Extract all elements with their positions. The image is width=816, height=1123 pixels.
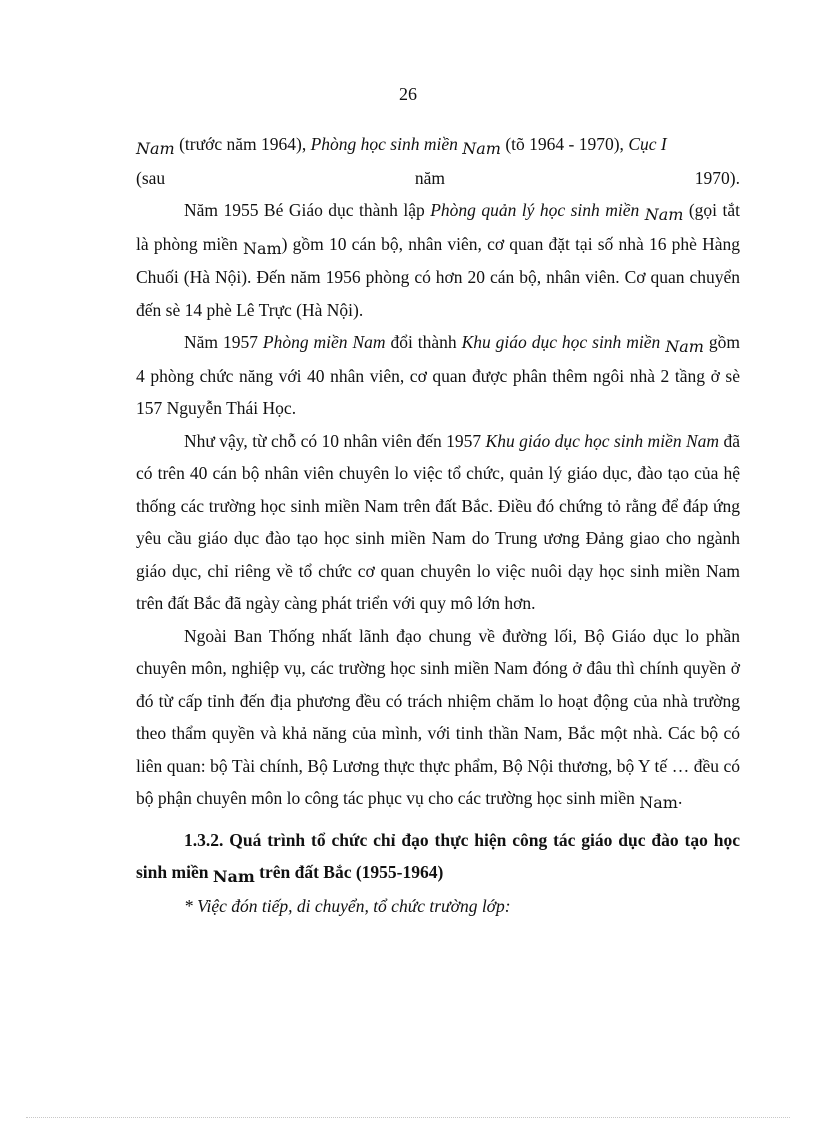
paragraph-3 <box>136 326 740 425</box>
text: Năm 1955 Bé Giáo dục thành lập <box>184 200 431 220</box>
italic-text: Phòng học sinh miền <box>310 134 458 154</box>
text: . <box>677 788 683 808</box>
text: đã có trên 40 cán bộ nhân viên chuyên lo việc tổ chức, quản lý giáo dục, đào tạo của hệ thống các trường học sinh miền Nam trên đất Bắc. Điều đó chứng tỏ rằng để đáp ứng yêu cầu giáo dục đào tạo học sinh miền Nam do Trung ương Đảng giao cho ngành giáo dục, chỉ riêng về tổ chức cơ quan chuyên lo việc nuôi dạy học sinh miền Nam trên đất Bắc đã ngày càng phát triển với quy mô lớn hơn. <box>136 430 740 613</box>
word-nam: Nam <box>212 867 255 886</box>
text: (trước năm 1964), <box>174 134 311 154</box>
text: Ngoài Ban Thống nhất lãnh đạo chung về đường lối, Bộ Giáo dục lo phần chuyên môn, nghiệp vụ, các trường học sinh miền Nam đóng ở đâu thì chính quyền ở đó từ cấp tỉnh đến địa phương đều có trách nhiệm chăm lo hoạt động của nhà trường theo thẩm quyền và khả năng của mình, với tinh thần Nam, Bắc một nhà. Các bộ có liên quan: bộ Tài chính, Bộ Lương thực thực phẩm, Bộ Nội thương, bộ Y tế … đều có bộ phận chuyên môn lo công tác phục vụ cho các trường học sinh miền <box>136 625 740 808</box>
text: (gọi tắt là phòng miền <box>136 200 740 254</box>
text: (tõ 1964 - 1970), <box>500 134 629 154</box>
italic-text: Phòng miền Nam <box>262 332 386 352</box>
subheading: * Việc đón tiếp, di chuyển, tổ chức trường lớp: <box>184 895 511 916</box>
paragraph-5 <box>136 620 740 816</box>
section-heading <box>136 824 740 890</box>
text: gồm 4 phòng chức năng với 40 nhân viên, cơ quan được phân thêm ngôi nhà 2 tầng ở sè 157 Nguyễn Thái Học. <box>136 332 740 418</box>
text: Năm 1957 <box>184 332 263 352</box>
document-body <box>136 128 740 922</box>
text: (sau <box>136 167 166 188</box>
word-nam: Nam <box>644 205 684 224</box>
italic-text: Phòng quản lý học sinh miền <box>430 200 640 220</box>
word-nam: Nam <box>639 793 678 812</box>
text: 1970). <box>694 167 740 188</box>
word-nam: Nam <box>242 238 282 258</box>
italic-text: Khu giáo dục học sinh miền Nam <box>485 430 720 451</box>
italic-text: Khu giáo dục học sinh miền <box>461 332 661 352</box>
word-nam: Nam <box>462 139 501 158</box>
heading-text: trên đất Bắc (1955-1964) <box>254 862 444 882</box>
word-nam: Nam <box>136 139 175 158</box>
text: đổi thành <box>385 332 462 352</box>
paragraph-4 <box>136 425 740 620</box>
paragraph-1 <box>136 128 740 194</box>
text: ) gồm 10 cán bộ, nhân viên, cơ quan đặt tại số nhà 16 phè Hàng Chuối (Hà Nội). Đến năm 1956 phòng có hơn 20 cán bộ, nhân viên. Cơ quan chuyển đến sè 14 phè Lê Trực (Hà Nội). <box>136 233 740 320</box>
text: năm <box>414 167 446 188</box>
heading-text: 1.3.2. Quá trình tổ chức chỉ đạo thực hiện công tác giáo dục đào tạo học sinh miền <box>136 829 740 882</box>
page-bottom-rule <box>26 1117 790 1118</box>
word-nam: Nam <box>665 337 704 356</box>
text: Như vậy, từ chỗ có 10 nhân viên đến 1957 <box>184 430 486 451</box>
italic-text: Cục I <box>628 134 667 154</box>
paragraph-2 <box>136 194 740 326</box>
page-number: 26 <box>399 84 417 104</box>
